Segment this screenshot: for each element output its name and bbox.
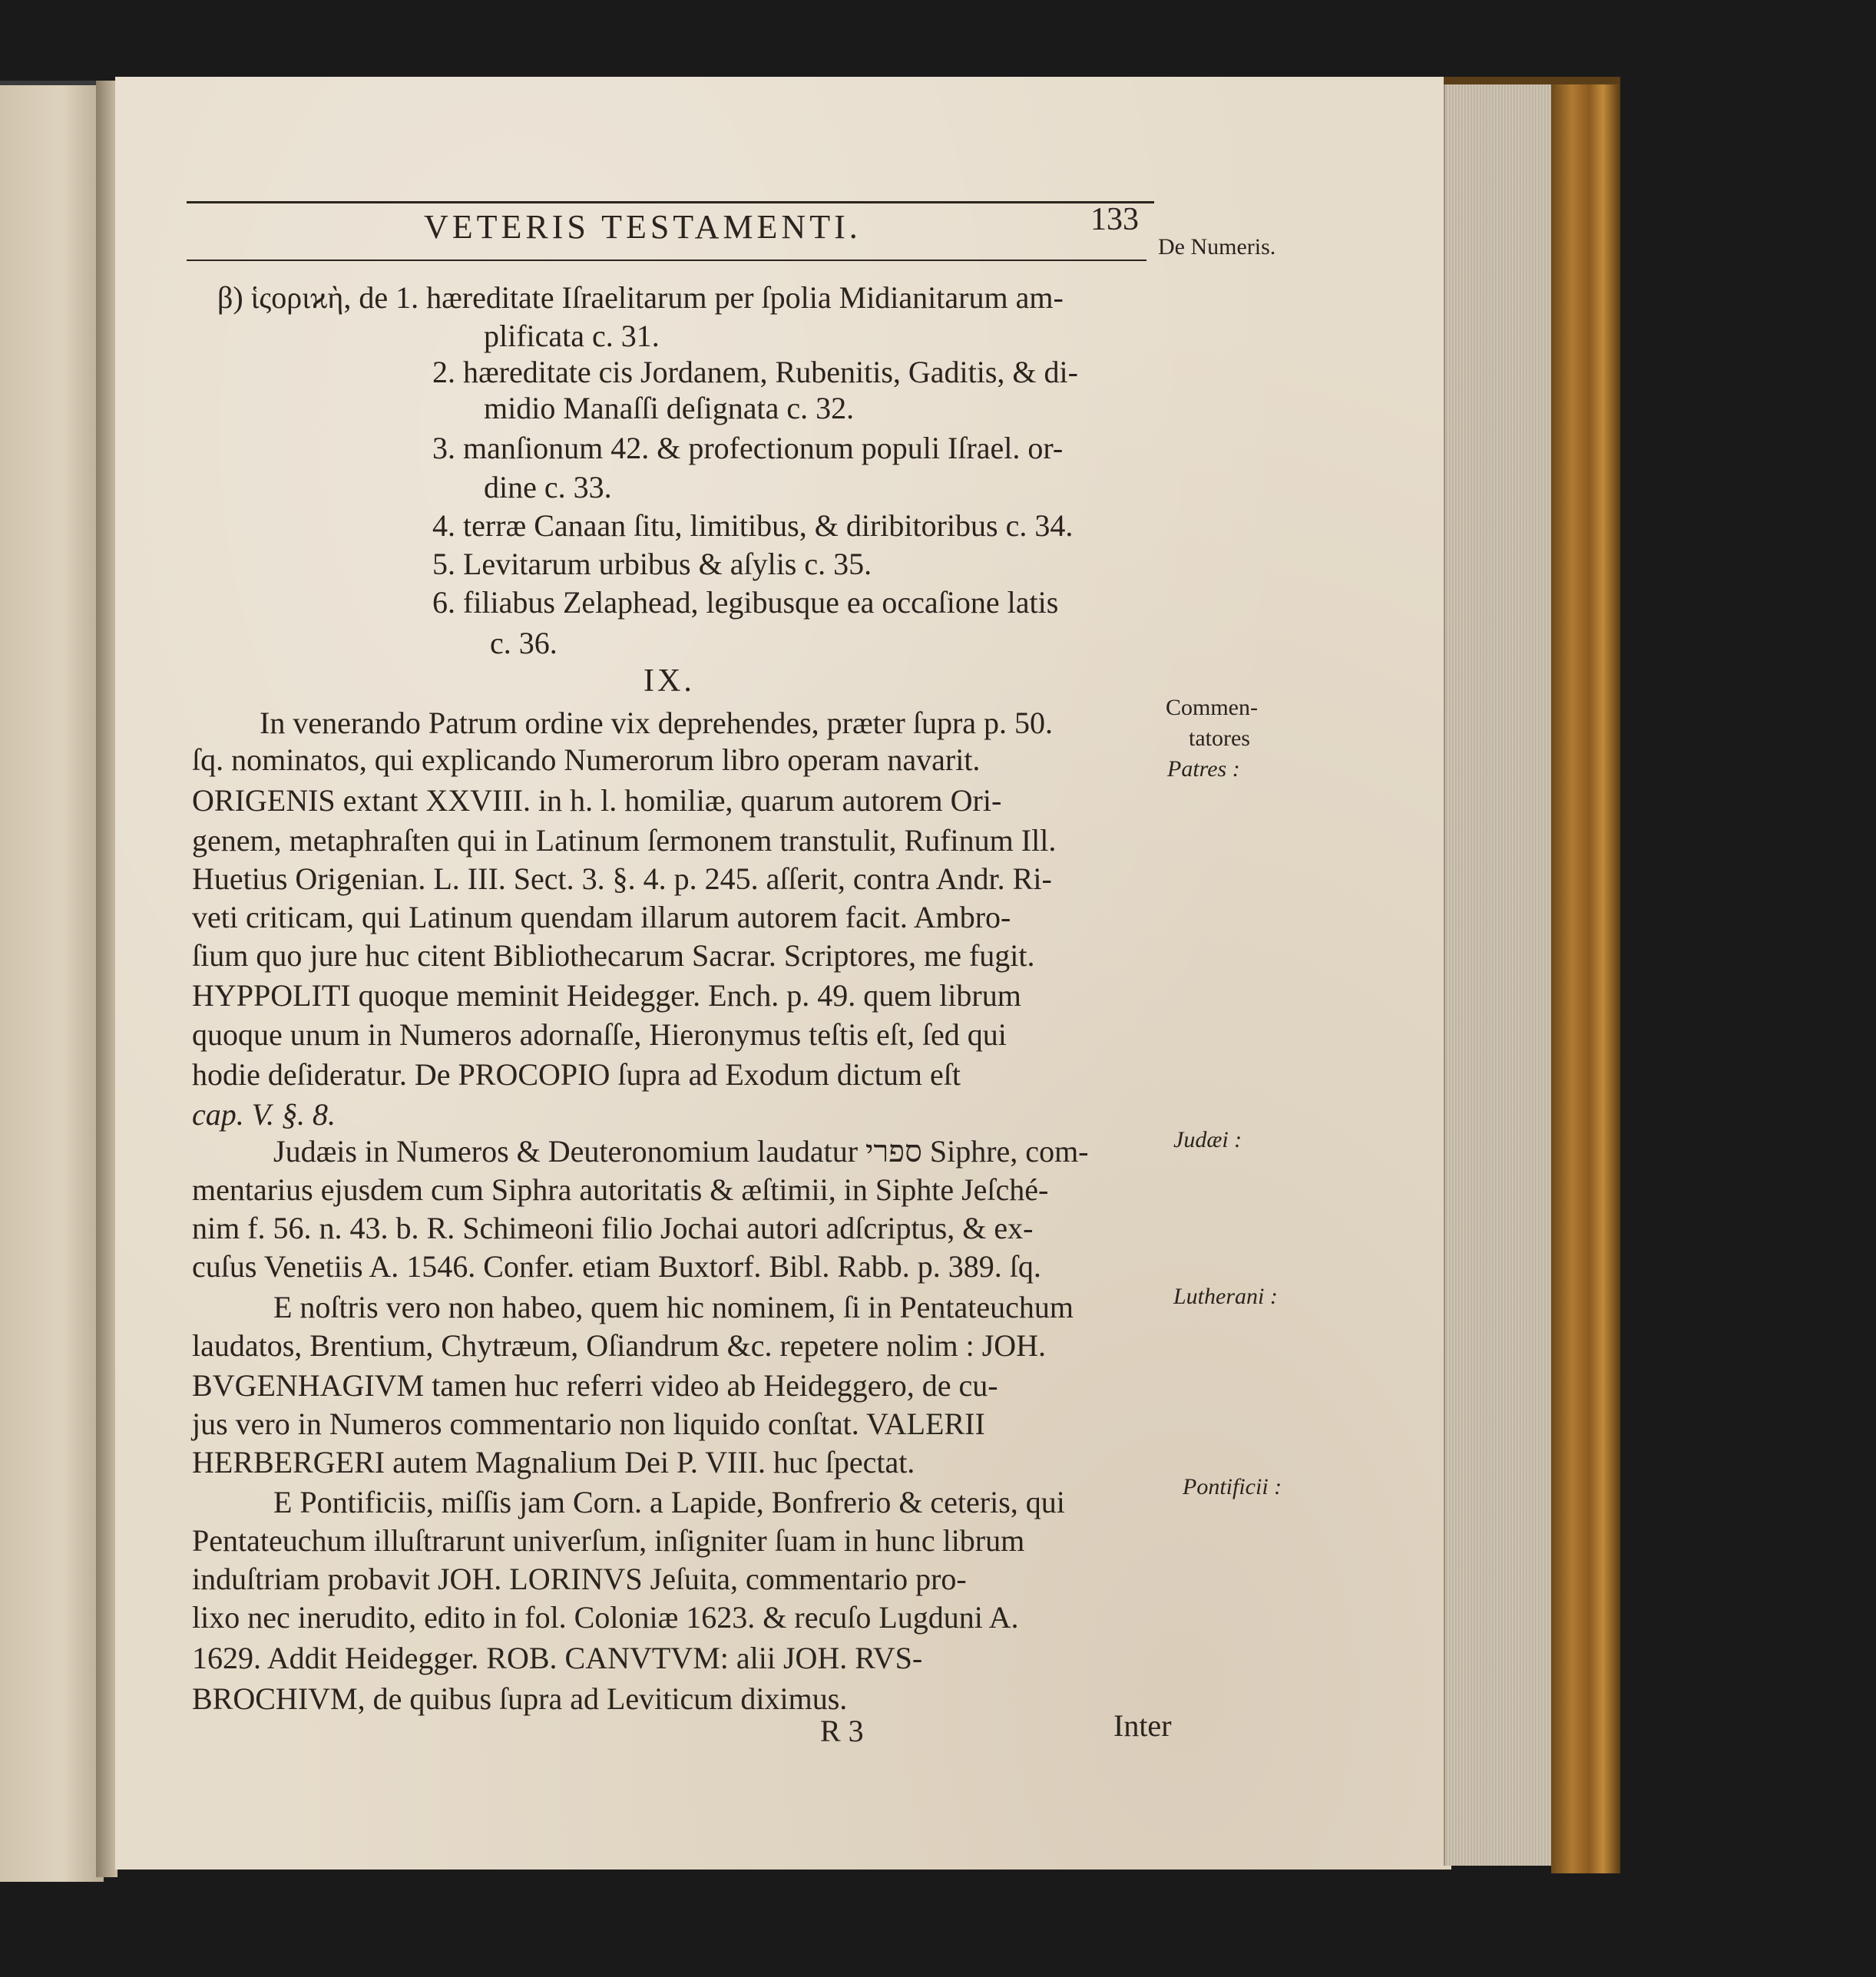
body-line: ORIGENIS extant XXVIII. in h. l. homiliæ, quarum autorem Ori- <box>192 783 1002 818</box>
body-line: Judæis in Numeros & Deuteronomium laudatur ספרי Siphre, com- <box>273 1134 1089 1169</box>
body-line: lixo nec inerudito, edito in fol. Coloniæ 1623. & recuſo Lugduni A. <box>192 1600 1019 1635</box>
gutter <box>96 81 117 1877</box>
page-fore-edge <box>1444 84 1568 1866</box>
body-line: Huetius Origenian. L. III. Sect. 3. §. 4. p. 245. aſſerit, contra Andr. Ri- <box>192 861 1052 896</box>
margin-note-patres: Patres : <box>1167 756 1240 782</box>
body-line: BVGENHAGIVM tamen huc referri video ab Heideggero, de cu- <box>192 1368 998 1403</box>
section-heading: IX. <box>644 663 695 699</box>
body-line: 1629. Addit Heidegger. ROB. CANVTVM: alii JOH. RVS- <box>192 1641 923 1675</box>
body-line: E noſtris vero non habeo, quem hic nominem, ſi in Pentateuchum <box>273 1290 1074 1324</box>
header-rule-bottom <box>187 260 1146 261</box>
header-rule-top <box>187 201 1154 203</box>
body-line: mentarius ejusdem cum Siphra autoritatis & æſtimii, in Siphte Jeſché- <box>192 1172 1049 1207</box>
body-line: hodie deſideratur. De PROCOPIO ſupra ad Exodum dictum eſt <box>192 1057 961 1092</box>
section-tag: De Numeris. <box>1158 234 1276 260</box>
body-line: cuſus Venetiis A. 1546. Confer. etiam Buxtorf. Bibl. Rabb. p. 389. ſq. <box>192 1249 1041 1284</box>
body-line: induſtriam probavit JOH. LORINVS Jeſuita, commentario pro- <box>192 1562 967 1596</box>
list-item: 6. filiabus Zelaphead, legibusque ea occaſione latis <box>432 585 1059 620</box>
body-line: HERBERGERI autem Magnalium Dei P. VIII. huc ſpectat. <box>192 1445 915 1479</box>
book-cover-edge <box>1551 84 1620 1873</box>
body-line: ſq. nominatos, qui explicando Numerorum libro operam navarit. <box>192 742 981 777</box>
body-line: nim f. 56. n. 43. b. R. Schimeoni filio Jochai autori adſcriptus, & ex- <box>192 1211 1034 1245</box>
body-line: laudatos, Brentium, Chytræum, Oſiandrum &c. repetere nolim : JOH. <box>192 1328 1047 1363</box>
page-number: 133 <box>1090 202 1139 237</box>
list-item: dine c. 33. <box>484 470 612 504</box>
list-item: plificata c. 31. <box>484 319 660 353</box>
list-item: c. 36. <box>490 626 558 660</box>
left-page-edge <box>0 81 104 1882</box>
list-item: 3. manſionum 42. & profectionum populi Iſrael. or- <box>432 431 1064 465</box>
list-item: 5. Levitarum urbibus & aſylis c. 35. <box>432 547 872 581</box>
body-line: E Pontificiis, miſſis jam Corn. a Lapide, Bonfrerio & ceteris, qui <box>273 1485 1065 1519</box>
catchword: Inter <box>1113 1708 1172 1743</box>
list-item: β) ἱςοριϰὴ, de 1. hæreditate Iſraelitarum per ſpolia Midianitarum am- <box>217 280 1064 315</box>
body-line: BROCHIVM, de quibus ſupra ad Leviticum diximus. <box>192 1681 848 1716</box>
body-line: jus vero in Numeros commentario non liquido conſtat. VALERII <box>192 1407 985 1441</box>
list-item: 2. hæreditate cis Jordanem, Rubenitis, Gaditis, & di- <box>432 355 1078 389</box>
list-item: midio Manaſſi deſignata c. 32. <box>484 391 855 425</box>
body-line: veti criticam, qui Latinum quendam illarum autorem facit. Ambro- <box>192 900 1011 934</box>
signature-mark: R 3 <box>820 1714 864 1748</box>
body-line: In venerando Patrum ordine vix deprehendes, præter ſupra p. 50. <box>260 706 1054 740</box>
body-line: quoque unum in Numeros adornaſſe, Hieronymus teſtis eſt, ſed qui <box>192 1017 1007 1052</box>
margin-note-tatores: tatores <box>1189 726 1250 751</box>
body-line: HYPPOLITI quoque meminit Heidegger. Ench. p. 49. quem librum <box>192 978 1021 1013</box>
body-line: ſium quo jure huc citent Bibliothecarum Sacrar. Scriptores, me fugit. <box>192 938 1035 973</box>
list-item: 4. terræ Canaan ſitu, limitibus, & diribitoribus c. 34. <box>432 508 1074 543</box>
body-line: genem, metaphraſten qui in Latinum ſermonem transtulit, Rufinum Ill. <box>192 823 1057 858</box>
margin-note-pontificii: Pontificii : <box>1183 1474 1282 1499</box>
margin-note-lutherani: Lutherani : <box>1173 1284 1278 1309</box>
body-line: Pentateuchum illuſtrarunt univerſum, inſigniter ſuam in hunc librum <box>192 1523 1025 1558</box>
running-title: VETERIS TESTAMENTI. <box>424 208 862 246</box>
body-line: cap. V. §. 8. <box>192 1097 336 1132</box>
margin-note-commentatores: Commen- <box>1166 695 1258 720</box>
margin-note-judaei: Judæi : <box>1173 1127 1242 1152</box>
